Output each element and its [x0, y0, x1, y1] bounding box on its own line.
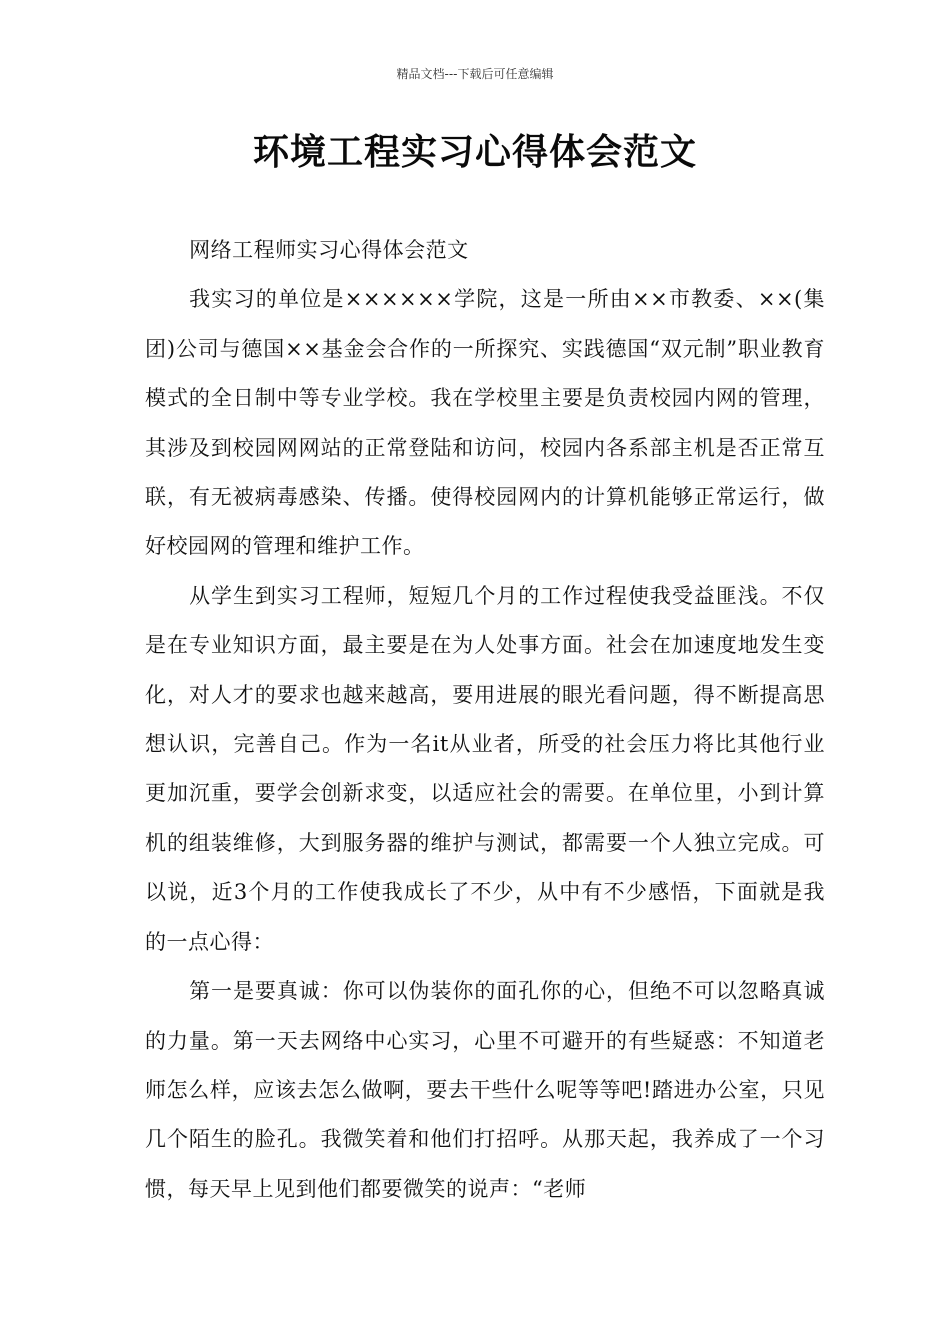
subtitle-paragraph: 网络工程师实习心得体会范文 [189, 238, 469, 262]
document-body [145, 226, 825, 1214]
body-paragraph: 第一是要真诚：你可以伪装你的面孔你的心，但绝不可以忽略真诚的力量。第一天去网络中心实习，心里不可避开的有些疑惑：不知道老师怎么样，应该去怎么做啊，要去干些什么呢等等吧!踏进办公室，只见几个陌生的脸孔。我微笑着和他们打招呼。从那天起，我养成了一个习惯，每天早上见到他们都要微笑的说声：“老师 [145, 979, 825, 1201]
document-title: 环境工程实习心得体会范文 [252, 132, 697, 173]
body-paragraph: 从学生到实习工程师，短短几个月的工作过程使我受益匪浅。不仅是在专业知识方面，最主要是在为人处事方面。社会在加速度地发生变化，对人才的要求也越来越高，要用进展的眼光看问题，得不断提高思想认识，完善自己。作为一名it从业者，所受的社会压力将比其他行业更加沉重，要学会创新求变，以适应社会的需要。在单位里，小到计算机的组装维修，大到服务器的维护与测试，都需要一个人独立完成。可以说，近3个月的工作使我成长了不少，从中有不少感悟，下面就是我的一点心得： [145, 583, 825, 954]
body-paragraph: 我实习的单位是××××××学院，这是一所由××市教委、××(集团)公司与德国××基金会合作的一所探究、实践德国“双元制”职业教育模式的全日制中等专业学校。我在学校里主要是负责校园内网的管理，其涉及到校园网网站的正常登陆和访问，校园内各系部主机是否正常互联，有无被病毒感染、传播。使得校园网内的计算机能够正常运行，做好校园网的管理和维护工作。 [145, 287, 825, 559]
header-note: 精品文档---下载后可任意编辑 [396, 67, 554, 81]
